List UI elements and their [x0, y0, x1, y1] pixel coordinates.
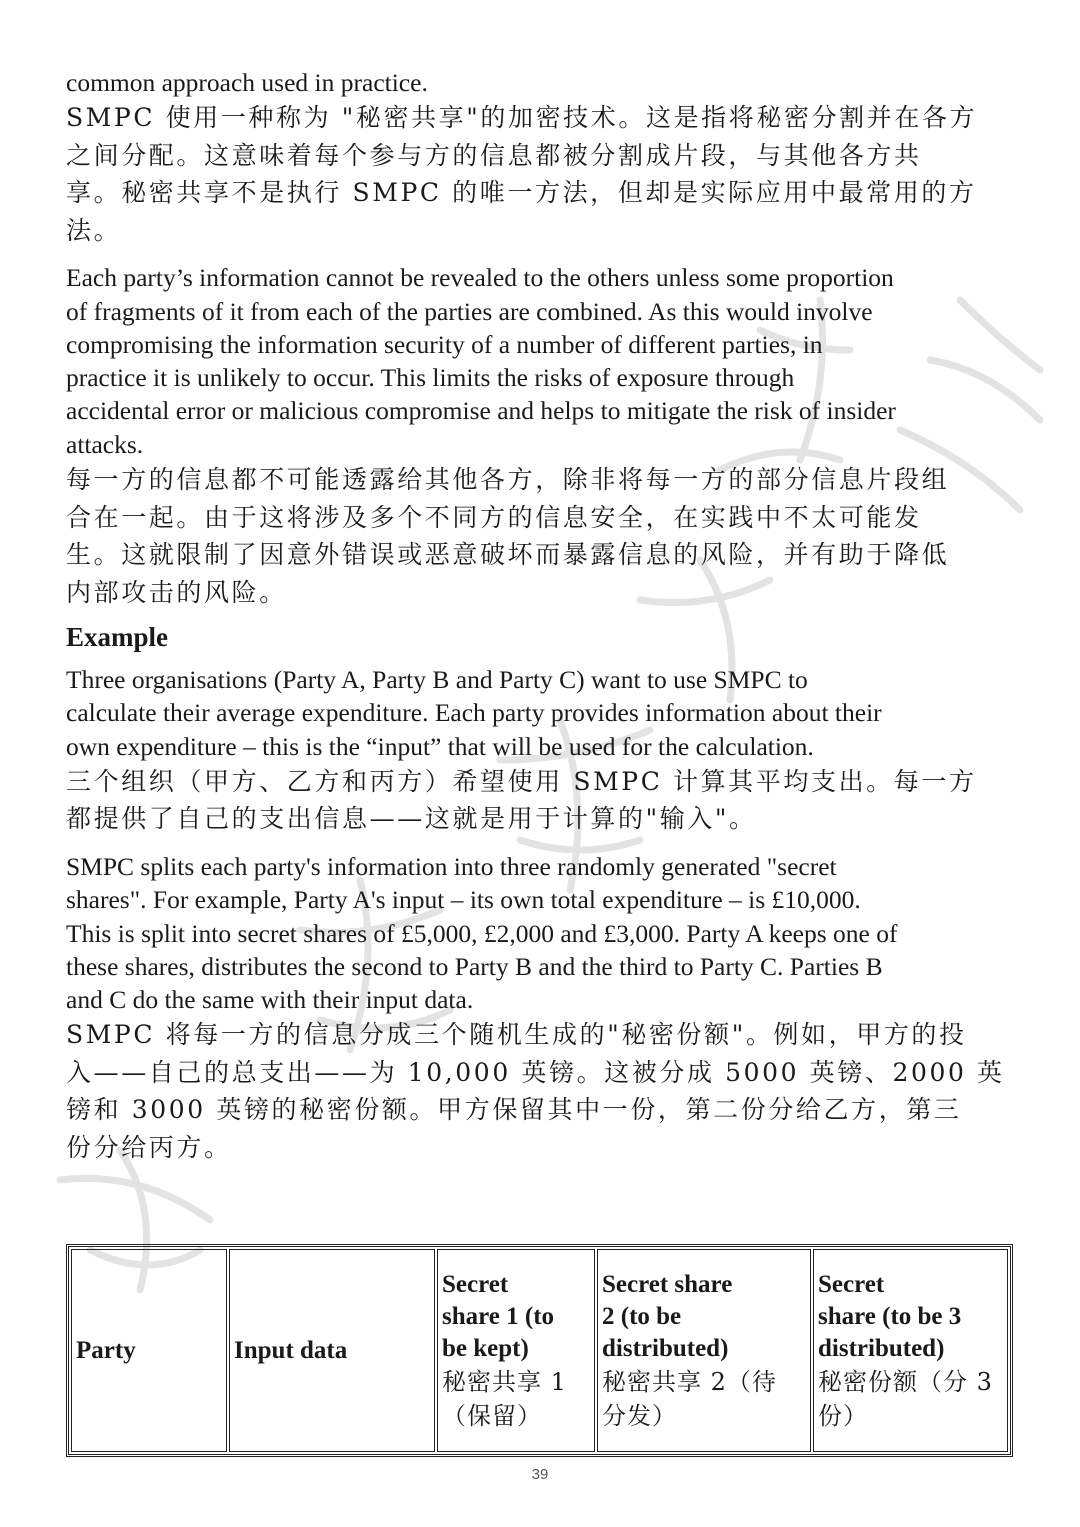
- table-header-input-data: [229, 1249, 435, 1452]
- paragraph-3-chinese: 三个组织（甲方、乙方和丙方）希望使用 SMPC 计算其平均支出。每一方 都提供了自己的支出信息——这就是用于计算的"输入"。: [66, 766, 977, 834]
- section-heading: Example: [66, 622, 169, 653]
- page-number: 39: [531, 1466, 549, 1483]
- table-header-party-label: Party: [76, 1336, 136, 1364]
- table-header-secret-share-3-label: Secret share (to be 3 distributed): [818, 1270, 962, 1362]
- paragraph-3-english: Three organisations (Party A, Party B and Party C) want to use SMPC to calculate their average expenditure. Each party provides information about their own expenditure – this is the “input” that will be used for the calculation.: [66, 665, 882, 761]
- table-header-party: [71, 1249, 227, 1452]
- paragraph-1-chinese: SMPC 使用一种称为 "秘密共享"的加密技术。这是指将秘密分割并在各方 之间分配。这意味着每个参与方的信息都被分割成片段，与其他各方共 享。秘密共享不是执行 SMPC 的唯一方法，但却是实际应用中最常用的方 法。: [66, 103, 978, 245]
- paragraph-2-english: Each party’s information cannot be revealed to the others unless some proportion of fragments of it from each of the parties are combined. As this would involve compromising the information security of a number of different parties, in practice it is unlikely to occur. This limits the risks of exposure through accidental error or malicious compromise and helps to mitigate the risk of insider attacks.: [66, 263, 896, 459]
- table-header-secret-share-2-chinese: 秘密共享 2（待 分发）: [602, 1367, 777, 1430]
- paragraph-2-chinese: 每一方的信息都不可能透露给其他各方，除非将每一方的部分信息片段组 合在一起。由于这将涉及多个不同方的信息安全，在实践中不太可能发 生。这就限制了因意外错误或恶意破坏而暴露信息的风险，并有助于降低 内部攻击的风险。: [66, 465, 950, 607]
- paragraph-1-english: common approach used in practice.: [66, 68, 428, 97]
- table-header-secret-share-3: [813, 1249, 1008, 1452]
- table-header-secret-share-2: [597, 1249, 811, 1452]
- page-content: [66, 66, 1016, 1166]
- table-header-row: [71, 1249, 1008, 1452]
- table-header-secret-share-1-label: Secret share 1 (to be kept): [442, 1270, 555, 1362]
- table-header-secret-share-1-chinese: 秘密共享 1 （保留）: [442, 1367, 567, 1430]
- table-header-secret-share-2-label: Secret share 2 (to be distributed): [602, 1270, 733, 1362]
- paragraph-4-english: SMPC splits each party's information into three randomly generated "secret shares". For example, Party A's input – its own total expenditure – is £10,000. This is split into secret shares of £5,000, £2,000 and £3,000. Party A keeps one of these shares, distributes the second to Party B and the third to Party C. Parties B and C do the same with their input data.: [66, 851, 898, 1015]
- table-header-secret-share-3-chinese: 秘密份额（分 3 份）: [818, 1367, 993, 1430]
- table-header-input-data-label: Input data: [234, 1336, 348, 1364]
- table-header-secret-share-1: [437, 1249, 595, 1452]
- paragraph-4-chinese: SMPC 将每一方的信息分成三个随机生成的"秘密份额"。例如，甲方的投 入——自己的总支出——为 10,000 英镑。这被分成 5000 英镑、2000 英 镑和 3000 英镑的秘密份额。甲方保留其中一份，第二份分给乙方，第三 份分给丙方。: [66, 1020, 1005, 1162]
- secret-shares-table: [66, 1244, 1013, 1457]
